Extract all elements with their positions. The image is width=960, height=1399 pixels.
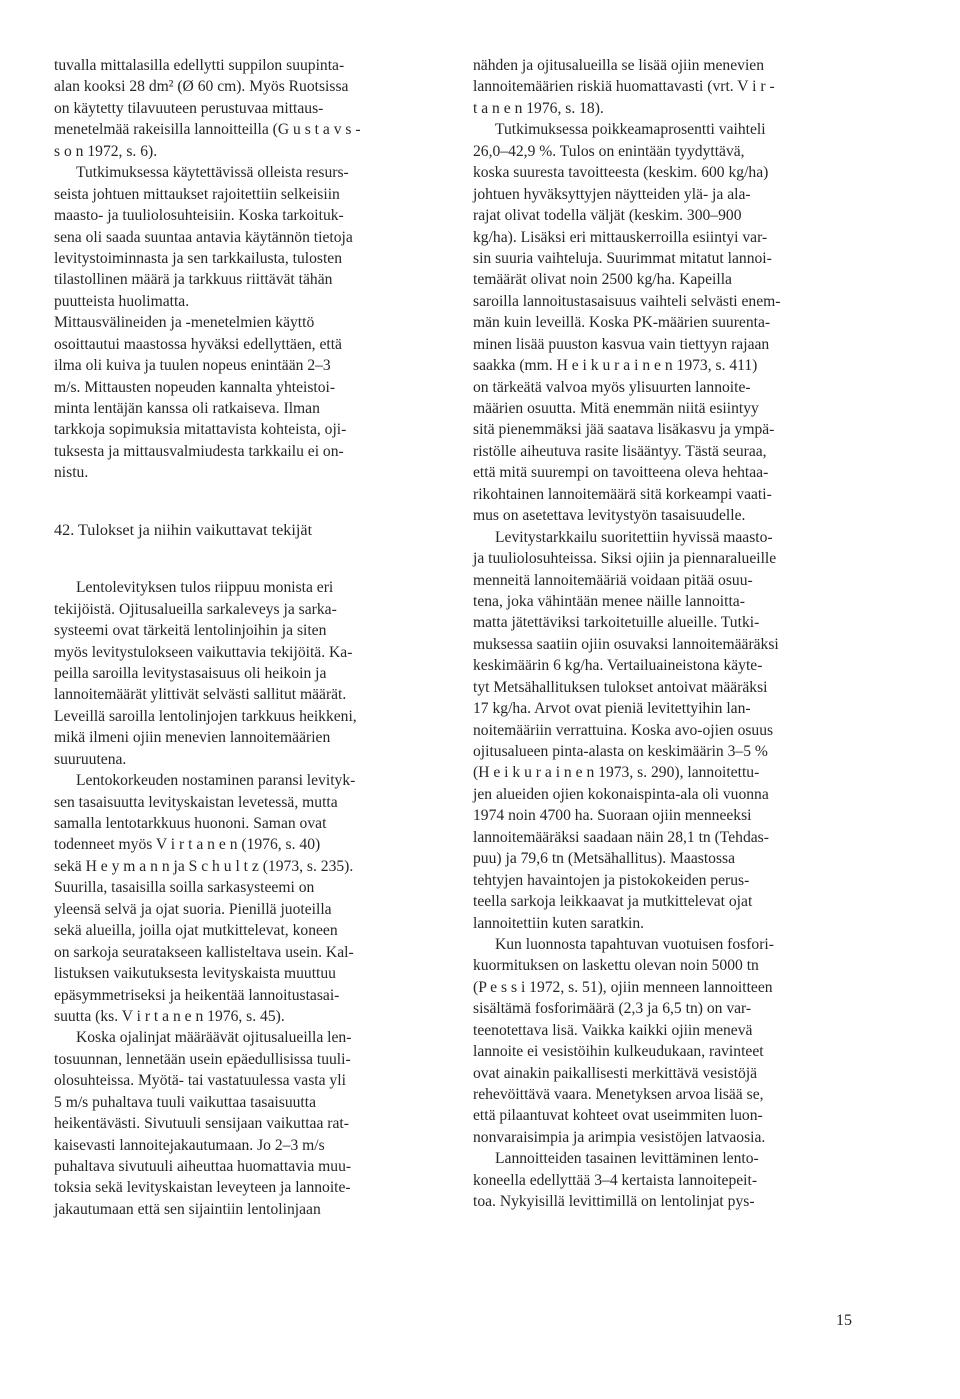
text-line: kuormituksen on laskettu olevan noin 5000 tn	[473, 957, 759, 975]
text-line: myös levitystulokseen vaikuttavia tekijöitä. Ka-	[54, 643, 353, 661]
text-line: m/s. Mittausten nopeuden kannalta yhteistoi-	[54, 378, 336, 396]
text-line: Lentolevityksen tulos riippuu monista eri	[76, 579, 334, 597]
text-line: sisältämä fosforimäärä (2,3 ja 6,5 tn) on var-	[473, 1000, 752, 1018]
text-line: on tärkeätä valvoa myös ylisuurten lannoite-	[473, 378, 751, 396]
text-line: lannoitemäärät ylittivät selvästi sallitut määrät.	[54, 686, 347, 704]
text-line: tehtyjen havaintojen ja pistokokeiden perus-	[473, 871, 750, 889]
text-line: epäsymmetriseksi ja heikentää lannoitustasai-	[54, 986, 340, 1004]
text-line: seista johtuen mittaukset rajoitettiin selkeisiin	[54, 185, 340, 203]
page-number: 15	[836, 1312, 852, 1329]
text-line: levitystoiminnasta ja sen tarkkailusta, tulosten	[54, 249, 342, 267]
text-line: yleensä selvä ja ojat suoria. Pienillä juoteilla	[54, 900, 332, 918]
text-line: toa. Nykyisillä levittimillä on lentolinjat pys-	[473, 1193, 755, 1211]
text-line: Lentokorkeuden nostaminen paransi levityk-	[76, 772, 356, 790]
text-line: ristölle aiheutuva rasite lisääntyy. Tästä seuraa,	[473, 442, 767, 460]
text-line: 17 kg/ha. Arvot ovat pieniä levitettyihin lan-	[473, 700, 751, 718]
text-line: sin suuria vaihteluja. Suurimmat mitatut lannoi-	[473, 249, 772, 267]
text-line: menneitä lannoitemääriä voidaan pitää osuu-	[473, 571, 753, 589]
text-line: johtuen hyväksyttyjen näytteiden ylä- ja ala-	[473, 185, 751, 203]
left-column	[54, 55, 439, 1220]
text-line: heikentävästi. Sivutuuli sensijaan vaikuttaa rat-	[54, 1115, 349, 1133]
text-line: puu) ja 79,6 tn (Metsähallitus). Maastossa	[473, 850, 736, 868]
paragraph	[54, 312, 439, 484]
text-line: rehevöittävä vaara. Menetyksen arvoa lisää se,	[473, 1086, 764, 1103]
text-line: osoittautui maastossa hyväksi edellyttäen, että	[54, 335, 342, 353]
text-line: sen tasaisuutta levityskaistan levetessä, mutta	[54, 793, 338, 811]
text-line: koska suuresta tavoitteesta (keskim. 600 kg/ha)	[473, 164, 769, 182]
text-line: sekä H e y m a n n ja S c h u l t z (1973, s. 235).	[54, 857, 354, 875]
text-line: Koska ojalinjat määräävät ojitusalueilla len-	[76, 1029, 352, 1047]
text-line: suuruutena.	[54, 750, 127, 768]
paragraph	[473, 119, 858, 526]
text-line: teella sarkoja leikkaavat ja mutkittelevat ojat	[473, 893, 753, 911]
text-line: noitemääriin verrattuina. Koska avo-ojien osuus	[473, 721, 774, 739]
text-line: ojitusalueen pinta-alasta on keskimäärin 3–5 %	[473, 743, 768, 760]
paragraph	[54, 770, 439, 1027]
text-line: tarkkoja sopimuksia mitattavista kohteista, oji-	[54, 421, 347, 439]
text-line: tilastollinen määrä ja tarkkuus riittävät tähän	[54, 271, 333, 289]
text-line: on käytetty tilavuuteen perustuvaa mittaus-	[54, 99, 324, 117]
text-line: Leveillä saroilla lentolinjojen tarkkuus heikkeni,	[54, 707, 357, 725]
text-line: matta jätettäviksi tarkoitetuille alueille. Tutki-	[473, 614, 760, 632]
text-line: keskimäärin 6 kg/ha. Vertailuaineistona käyte-	[473, 657, 763, 675]
text-line: alan kooksi 28 dm² (Ø 60 cm). Myös Ruotsissa	[54, 78, 349, 96]
text-line: temäärät olivat noin 2500 kg/ha. Kapeilla	[473, 271, 732, 289]
text-line: että mitä suurempi on tavoitteena oleva hehtaa-	[473, 464, 769, 482]
spacer	[54, 484, 439, 520]
spacer	[54, 541, 439, 577]
text-line: jen alueiden ojien kokonaispinta-ala oli vuonna	[473, 785, 769, 803]
text-line: tuksesta ja mittausvalmiudesta tarkkailu ei on-	[54, 442, 344, 460]
text-line: koneella edellyttää 3–4 kertaista lannoitepeit-	[473, 1171, 758, 1189]
text-line: tekijöistä. Ojitusalueilla sarkaleveys ja sarka-	[54, 600, 337, 618]
text-line: sena oli saada suuntaa antavia käytännön tietoja	[54, 228, 353, 246]
text-line: maasto- ja tuuliolosuhteisiin. Koska tarkoituk-	[54, 207, 344, 225]
text-line: systeemi ovat tärkeitä lentolinjoihin ja siten	[54, 622, 327, 640]
text-line: lannoitemääräksi saadaan näin 28,1 tn (Tehdas-	[473, 828, 769, 846]
paragraph	[54, 55, 439, 162]
text-line: (P e s s i 1972, s. 51), ojiin menneen lannoitteen	[473, 978, 773, 996]
text-line: minta lentäjän kanssa oli ratkaiseva. Ilman	[54, 400, 320, 417]
text-line: ilma oli kuiva ja tuulen nopeus enintään 2–3	[54, 357, 331, 375]
text-line: nistu.	[54, 464, 89, 482]
text-line: saroilla lannoitustasaisuus vaihteli selvästi enem-	[473, 292, 781, 310]
text-line: suutta (ks. V i r t a n e n 1976, s. 45).	[54, 1007, 285, 1025]
text-line: kg/ha). Lisäksi eri mittauskerroilla esiintyi var-	[473, 228, 768, 246]
text-line: t a n e n 1976, s. 18).	[473, 99, 604, 117]
section-heading: 42. Tulokset ja niihin vaikuttavat tekijät	[54, 520, 313, 539]
text-line: kaisevasti lannoitejakautumaan. Jo 2–3 m/s	[54, 1136, 325, 1154]
text-line: määrien osuutta. Mitä enemmän niitä esiintyy	[473, 400, 759, 417]
paragraph	[54, 577, 439, 770]
text-line: 1974 noin 4700 ha. Suoraan ojiin menneeksi	[473, 807, 752, 825]
text-line: samalla lentotarkkuus huononi. Saman ovat	[54, 815, 327, 832]
text-line: menetelmää rakeisilla lannoitteilla (G u s t a v s -	[54, 121, 361, 139]
text-line: lannoite ei vesistöihin kulkeudukaan, ravinteet	[473, 1043, 764, 1061]
text-line: jakautumaan että sen sijaintiin lentolinjaan	[54, 1200, 321, 1218]
text-line: todenneet myös V i r t a n e n (1976, s. 40)	[54, 836, 321, 854]
paragraph	[54, 1027, 439, 1220]
paragraph	[473, 55, 858, 119]
text-line: ovat ainakin paikallisesti merkittävä vesistöjä	[473, 1064, 758, 1082]
text-line: Mittausvälineiden ja -menetelmien käyttö	[54, 314, 315, 332]
text-line: sekä alueilla, joilla ojat mutkittelevat, koneen	[54, 922, 338, 940]
text-line: olosuhteissa. Myötä- tai vastatuulessa vasta yli	[54, 1072, 346, 1090]
text-line: tuvalla mittalasilla edellytti suppilon suupinta-	[54, 57, 345, 74]
text-line: Suurilla, tasaisilla soilla sarkasysteemi on	[54, 879, 315, 897]
text-line: muksessa saatiin ojiin osuvaksi lannoitemääräksi	[473, 635, 779, 653]
text-line: listuksen vaikutuksesta levityskaista muuttuu	[54, 965, 336, 983]
text-line: peilla saroilla levitystasaisuus oli heikoin ja	[54, 664, 327, 682]
text-line: puhaltava sivutuuli aiheuttaa huomattavia muu-	[54, 1158, 352, 1175]
text-line: puutteista huolimatta.	[54, 292, 190, 310]
text-line: nonvaraisimpia ja arimpia vesistöjen latvaosia.	[473, 1128, 766, 1146]
text-line: Kun luonnosta tapahtuvan vuotuisen fosfori-	[495, 935, 774, 953]
text-line: minen lisää puuston kasvua vain tiettyyn rajaan	[473, 335, 770, 353]
text-line: s o n 1972, s. 6).	[54, 142, 158, 160]
right-column	[473, 55, 858, 1213]
text-line: lannoitemäärien riskiä huomattavasti (vrt. V i r -	[473, 78, 775, 96]
text-line: nähden ja ojitusalueilla se lisää ojiin menevien	[473, 57, 764, 74]
text-line: että pilaantuvat kohteet ovat useimmiten luon-	[473, 1107, 763, 1125]
text-line: 5 m/s puhaltava tuuli vaikuttaa tasaisuutta	[54, 1093, 317, 1111]
text-line: ja tuuliolosuhteissa. Siksi ojiin ja piennaralueille	[473, 550, 777, 568]
text-line: teenotettava lisä. Vaikka kaikki ojiin menevä	[473, 1021, 753, 1039]
text-line: rikohtainen lannoitemäärä sitä korkeampi vaati-	[473, 485, 772, 503]
text-line: tyt Metsähallituksen tulokset antoivat määräksi	[473, 678, 768, 696]
text-line: män kuin leveillä. Koska PK-määrien suurenta-	[473, 314, 771, 332]
text-line: saakka (mm. H e i k u r a i n e n 1973, s. 411)	[473, 357, 758, 375]
text-line: tena, joka vähintään menee näille lannoitta-	[473, 592, 745, 610]
text-line: tosuunnan, lennetään usein epäedullisissa tuuli-	[54, 1050, 351, 1068]
paragraph	[473, 1148, 858, 1212]
paragraph	[54, 162, 439, 312]
paragraph	[473, 527, 858, 934]
text-line: Tutkimuksessa käytettävissä olleista resurs-	[76, 164, 349, 182]
text-line: sitä pienemmäksi jää saatava lisäkasvu ja ympä-	[473, 421, 775, 439]
text-line: on sarkoja seuratakseen kallisteltava usein. Kal-	[54, 943, 354, 961]
text-line: Lannoitteiden tasainen levittäminen lento-	[495, 1150, 759, 1168]
text-line: 26,0–42,9 %. Tulos on enintään tyydyttävä,	[473, 142, 745, 160]
text-line: mikä ilmeni ojiin menevien lannoitemäärien	[54, 729, 331, 747]
text-line: toksia sekä levityskaistan leveyteen ja lannoite-	[54, 1179, 351, 1197]
text-line: Levitystarkkailu suoritettiin hyvissä maasto-	[495, 528, 773, 546]
text-line: lannoitettiin kuten saratkin.	[473, 914, 645, 932]
text-line: Tutkimuksessa poikkeamaprosentti vaihteli	[495, 121, 766, 139]
text-line: mus on asetettava levitystyön tasaisuudelle.	[473, 507, 746, 525]
text-line: (H e i k u r a i n e n 1973, s. 290), lannoitettu-	[473, 764, 760, 782]
text-line: rajat olivat todella väljät (keskim. 300–900	[473, 207, 742, 225]
paragraph	[473, 934, 858, 1148]
